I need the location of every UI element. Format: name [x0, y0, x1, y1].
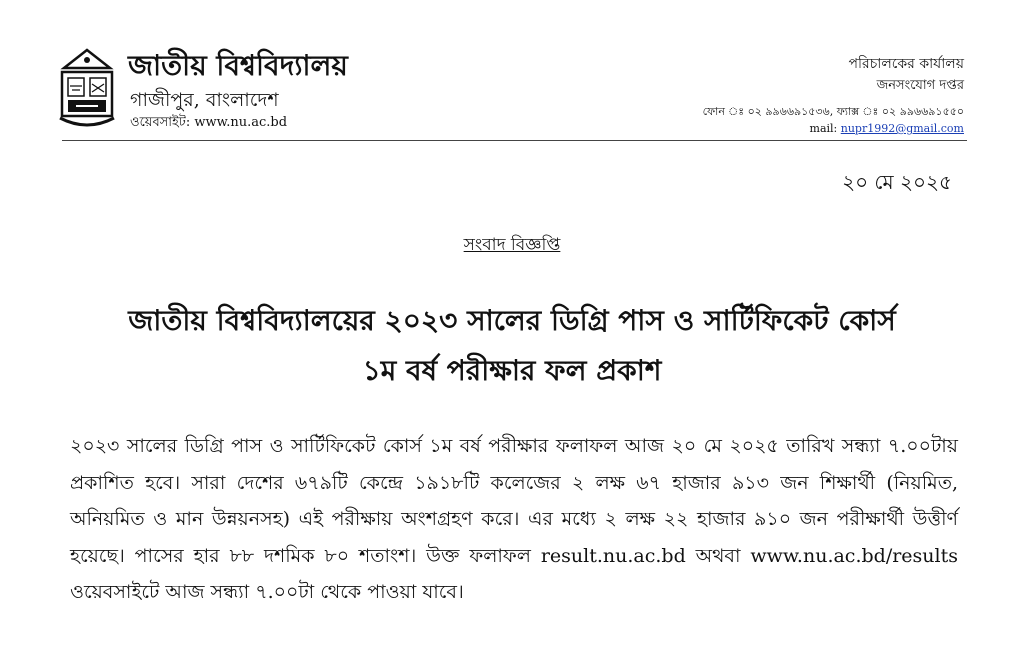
- page-title: [50, 296, 974, 396]
- mail-link[interactable]: nupr1992@gmail.com: [840, 122, 964, 135]
- letterhead: [0, 0, 1024, 142]
- body-paragraph: ২০২৩ সালের ডিগ্রি পাস ও সার্টিফিকেট কোর্স ১ম বর্ষ পরীক্ষার ফলাফল আজ ২০ মে ২০২৫ তারিখ সন্ধ্যা ৭.০০টায় প্রকাশিত হবে। সারা দেশের ৬৭৯টি কেন্দ্রে ১৯১৮টি কলেজের ২ লক্ষ ৬৭ হাজার ৯১৩ জন শিক্ষার্থী (নিয়মিত, অনিয়মিত ও মান উন্নয়নসহ) এই পরীক্ষায় অংশগ্রহণ করে। এর মধ্যে ২ লক্ষ ২২ হাজার ৯১০ জন পরীক্ষার্থী উত্তীর্ণ হয়েছে। পাসের হার ৮৮ দশমিক ৮০ শতাংশ। উক্ত ফলাফল result.nu.ac.bd অথবা www.nu.ac.bd/results ওয়েবসাইটে আজ সন্ধ্যা ৭.০০টা থেকে পাওয়া যাবে।: [70, 435, 958, 603]
- header-divider: [62, 140, 967, 141]
- mail-line: [810, 122, 964, 135]
- university-location: গাজীপুর, বাংলাদেশ: [130, 89, 279, 111]
- press-release-label: [0, 232, 1024, 260]
- headline-line-2: ১ম বর্ষ পরীক্ষার ফল প্রকাশ: [362, 354, 662, 387]
- office-name: পরিচালকের কার্যালয়: [848, 56, 964, 72]
- press-release-label-text: সংবাদ বিজ্ঞপ্তি: [463, 235, 561, 255]
- university-emblem-icon: [58, 46, 116, 128]
- university-name: জাতীয় বিশ্ববিদ্যালয়: [128, 49, 348, 82]
- department-name: জনসংযোগ দপ্তর: [876, 78, 964, 93]
- release-date: ২০ মে ২০২৫: [842, 170, 952, 194]
- headline-line-1: জাতীয় বিশ্ববিদ্যালয়ের ২০২৩ সালের ডিগ্রি পাস ও সার্টিফিকেট কোর্স: [128, 304, 896, 337]
- phone-fax: ফোন ঃ ০২ ৯৯৬৬৯১৫৩৬, ফ্যাক্স ঃ ০২ ৯৯৬৬৯১৫৫০: [702, 105, 964, 118]
- mail-label: mail:: [809, 122, 838, 135]
- university-website: ওয়েবসাইট: www.nu.ac.bd: [130, 115, 288, 130]
